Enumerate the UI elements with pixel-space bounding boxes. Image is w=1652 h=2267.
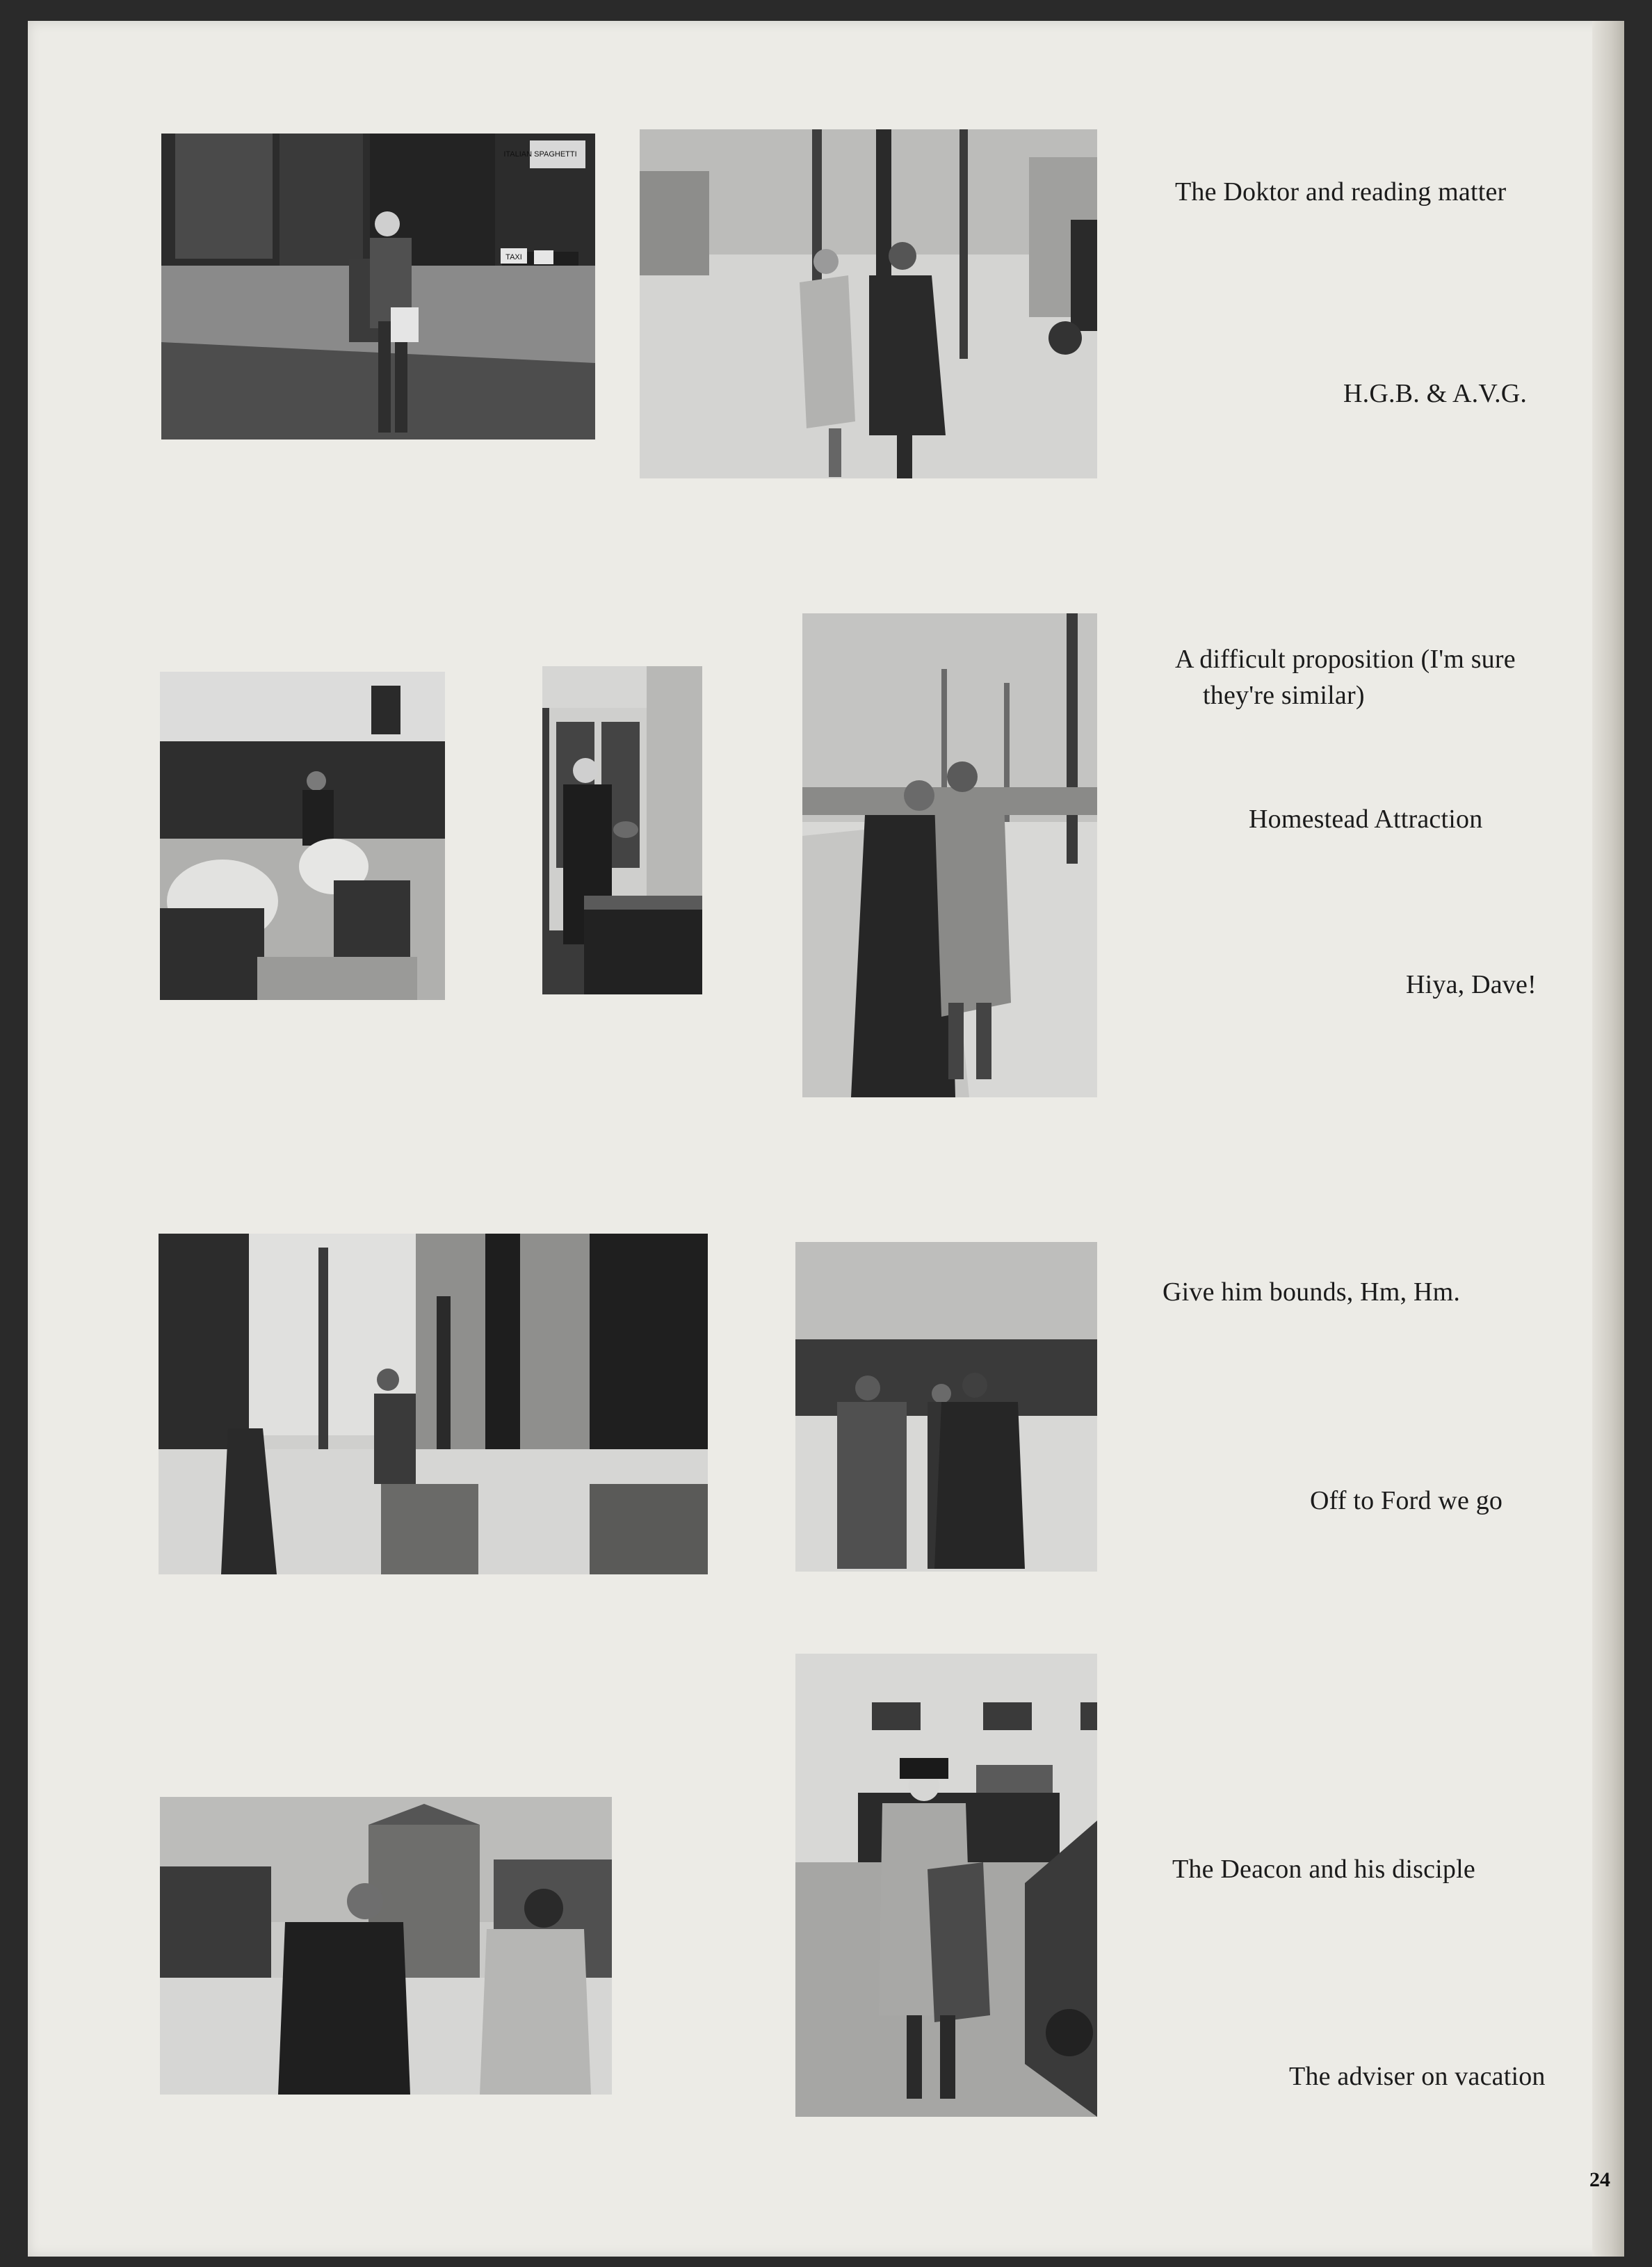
caption-give-him-bounds: Give him bounds, Hm, Hm. (1163, 1277, 1461, 1307)
page-number: 24 (1589, 2168, 1610, 2191)
caption-doktor: The Doktor and reading matter (1175, 177, 1507, 207)
caption-hiya-dave: Hiya, Dave! (1406, 970, 1537, 999)
photo-two-men-talking (802, 613, 1097, 1097)
photo-deacon-disciple (160, 1797, 612, 2095)
page-edge (1592, 21, 1624, 2257)
photo-doktor-storefront (161, 134, 595, 439)
photo-give-him-bounds (159, 1234, 708, 1574)
caption-difficult-proposition-line2: they're similar) (1203, 681, 1365, 710)
caption-off-to-ford: Off to Ford we go (1310, 1486, 1503, 1515)
photo-dining-room (160, 672, 445, 1000)
caption-deacon-disciple: The Deacon and his disciple (1172, 1855, 1475, 1884)
caption-hgb-avg: H.G.B. & A.V.G. (1343, 379, 1528, 408)
caption-homestead-attraction: Homestead Attraction (1249, 805, 1483, 834)
photo-man-at-door (542, 666, 702, 994)
caption-adviser-vacation: The adviser on vacation (1289, 2062, 1546, 2091)
photo-off-to-ford (795, 1242, 1097, 1572)
photo-adviser-vacation (795, 1654, 1097, 2117)
sign-italian: ITALIAN SPAGHETTI (503, 150, 577, 159)
photo-hgb-avg-snow (640, 129, 1097, 478)
sign-taxi: TAXI (505, 253, 522, 261)
caption-difficult-proposition-line1: A difficult proposition (I'm sure (1175, 645, 1516, 674)
